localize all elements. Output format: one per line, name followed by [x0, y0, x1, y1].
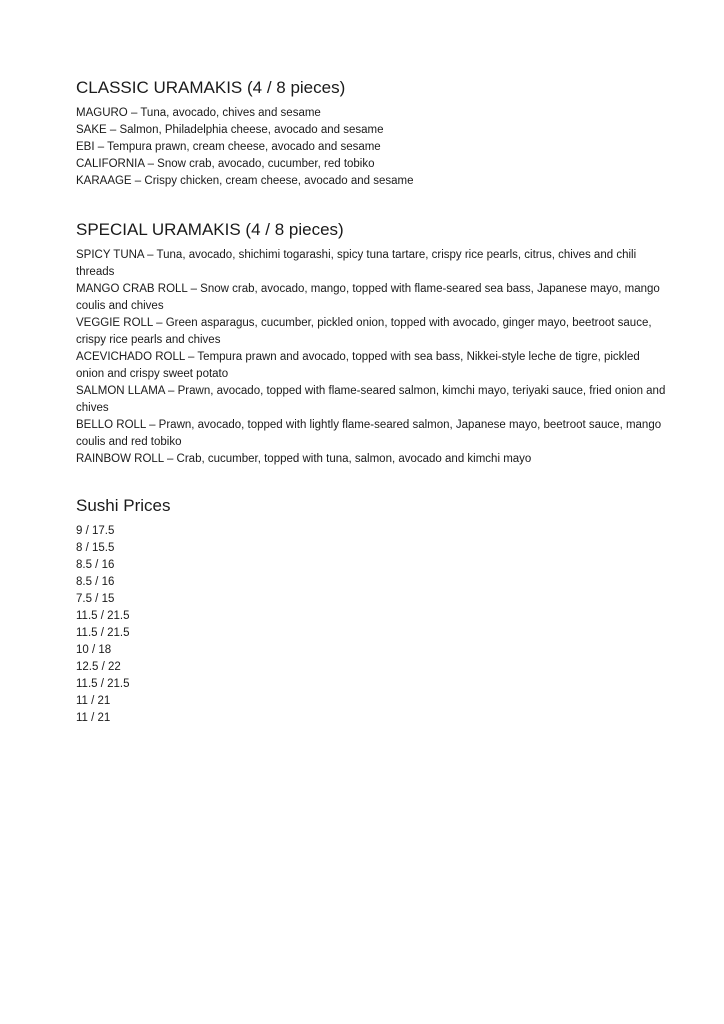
price-item: 11.5 / 21.5	[76, 627, 130, 639]
menu-item: BELLO ROLL – Prawn, avocado, topped with lightly flame-seared salmon, Japanese mayo, beetroot sauce, mango coulis and red tobiko	[76, 419, 662, 448]
price-item: 10 / 18	[76, 644, 112, 656]
menu-item: SPICY TUNA – Tuna, avocado, shichimi togarashi, spicy tuna tartare, crispy rice pearls, citrus, chives and chili threads	[76, 249, 637, 278]
sushi-prices-title: Sushi Prices	[76, 496, 171, 515]
menu-item: MAGURO – Tuna, avocado, chives and sesame	[76, 107, 321, 119]
special-uramakis-title: SPECIAL URAMAKIS (4 / 8 pieces)	[76, 220, 344, 239]
special-uramakis-list	[76, 247, 666, 468]
menu-item: SALMON LLAMA – Prawn, avocado, topped with flame-seared salmon, kimchi mayo, teriyaki sauce, fried onion and chives	[76, 385, 666, 414]
menu-page	[76, 78, 666, 727]
sushi-prices-list	[76, 523, 666, 727]
menu-item: KARAAGE – Crispy chicken, cream cheese, avocado and sesame	[76, 175, 414, 187]
special-uramakis-section	[76, 220, 666, 468]
price-item: 11.5 / 21.5	[76, 610, 130, 622]
price-item: 8.5 / 16	[76, 576, 115, 588]
menu-item: EBI – Tempura prawn, cream cheese, avocado and sesame	[76, 141, 381, 153]
menu-item: ACEVICHADO ROLL – Tempura prawn and avocado, topped with sea bass, Nikkei-style leche de tigre, pickled onion and crispy sweet potato	[76, 351, 640, 380]
menu-item: SAKE – Salmon, Philadelphia cheese, avocado and sesame	[76, 124, 384, 136]
price-item: 12.5 / 22	[76, 661, 121, 673]
menu-item: RAINBOW ROLL – Crab, cucumber, topped with tuna, salmon, avocado and kimchi mayo	[76, 453, 532, 465]
classic-uramakis-list	[76, 105, 666, 190]
classic-uramakis-title: CLASSIC URAMAKIS (4 / 8 pieces)	[76, 78, 346, 97]
menu-item: VEGGIE ROLL – Green asparagus, cucumber, pickled onion, topped with avocado, ginger mayo, beetroot sauce, crispy rice pearls and chives	[76, 317, 652, 346]
classic-uramakis-section	[76, 78, 666, 190]
price-item: 8 / 15.5	[76, 542, 115, 554]
price-item: 11 / 21	[76, 695, 111, 707]
price-item: 11 / 21	[76, 712, 111, 724]
menu-item: CALIFORNIA – Snow crab, avocado, cucumber, red tobiko	[76, 158, 375, 170]
price-item: 7.5 / 15	[76, 593, 115, 605]
sushi-prices-section	[76, 496, 666, 727]
price-item: 9 / 17.5	[76, 525, 115, 537]
price-item: 11.5 / 21.5	[76, 678, 130, 690]
price-item: 8.5 / 16	[76, 559, 115, 571]
menu-item: MANGO CRAB ROLL – Snow crab, avocado, mango, topped with flame-seared sea bass, Japanese mayo, mango coulis and chives	[76, 283, 660, 312]
